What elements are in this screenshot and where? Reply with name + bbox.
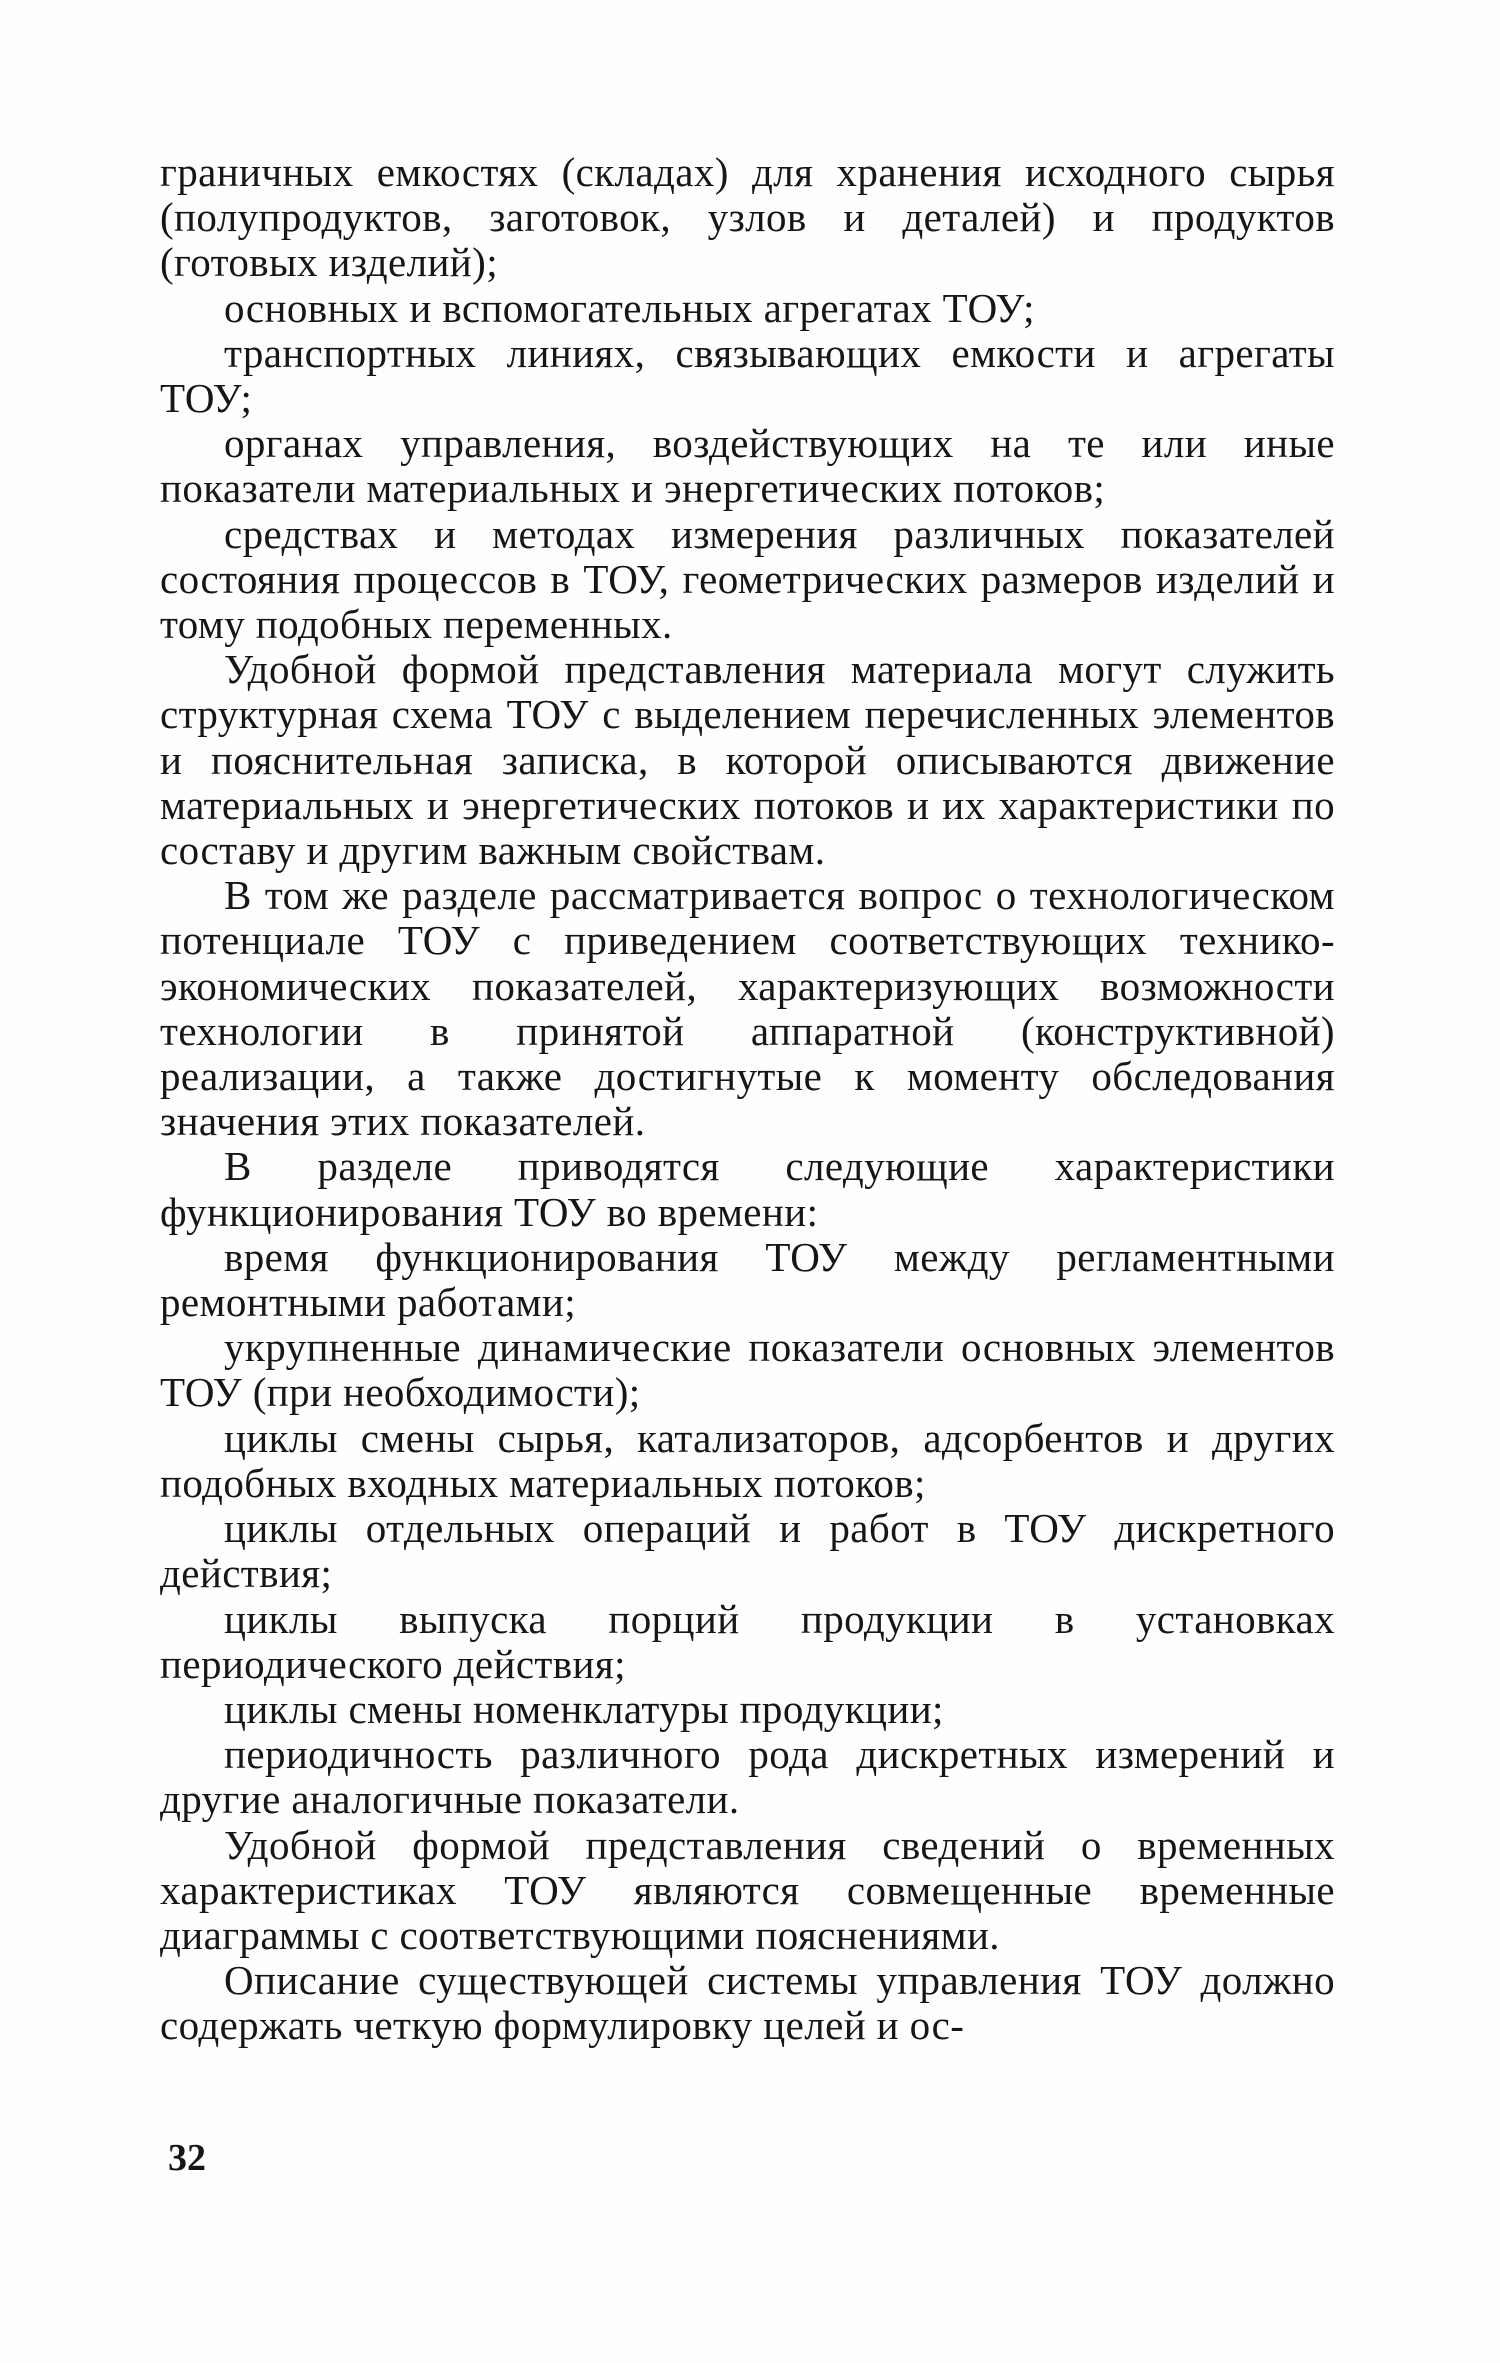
paragraph: средствах и методах измерения различных показателей состояния процессов в ТОУ, геометрических размеров изделий и тому подобных переменных.	[160, 510, 1335, 648]
paragraph: В разделе приводятся следующие характеристики функционирования ТОУ во времени:	[160, 1143, 1335, 1235]
paragraph: циклы выпуска порций продукции в установках периодического действия;	[160, 1595, 1335, 1687]
paragraph: периодичность различного рода дискретных измерений и другие аналогичные показатели.	[160, 1731, 1335, 1823]
paragraph: циклы смены номенклатуры продукции;	[224, 1685, 944, 1732]
paragraph: время функционирования ТОУ между регламентными ремонтными работами;	[160, 1233, 1335, 1326]
paragraph: укрупненные динамические показатели основных элементов ТОУ (при необходимости);	[160, 1324, 1335, 1416]
paragraph: Удобной формой представления материала могут служить структурная схема ТОУ с выделением перечисленных элементов и пояснительная записка, в которой описываются движение материальных и энергетических потоков и их характеристики по составу и другим важным свойствам.	[160, 646, 1335, 874]
paragraph: циклы отдельных операций и работ в ТОУ дискретного действия;	[160, 1505, 1335, 1597]
paragraph: транспортных линиях, связывающих емкости и агрегаты ТОУ;	[160, 329, 1335, 422]
paragraph: Описание существующей системы управления ТОУ должно содержать четкую формулировку целей и ос-	[160, 1957, 1335, 2049]
paragraph: Удобной формой представления сведений о временных характеристиках ТОУ являются совмещенные временные диаграммы с соответствующими пояснениями.	[160, 1821, 1335, 1958]
paragraph: граничных емкостях (складах) для хранения исходного сырья (полупродуктов, заготовок, узлов и деталей) и продуктов (готовых изделий);	[160, 149, 1335, 286]
paragraph: циклы смены сырья, катализаторов, адсорбентов и других подобных входных материальных потоков;	[160, 1414, 1335, 1506]
body-text	[160, 150, 1335, 2049]
paragraph: В том же разделе рассматривается вопрос о технологическом потенциале ТОУ с приведением соответствующих технико-экономических показателей, характеризующих возможности технологии в принятой аппаратной (конструктивной) реализации, а также достигнутые к моменту обследования значения этих показателей.	[160, 872, 1335, 1145]
page-number: 32	[168, 2137, 206, 2179]
paragraph: органах управления, воздействующих на те или иные показатели материальных и энергетических потоков;	[160, 420, 1335, 512]
paragraph: основных и вспомогательных агрегатах ТОУ;	[224, 284, 1035, 331]
